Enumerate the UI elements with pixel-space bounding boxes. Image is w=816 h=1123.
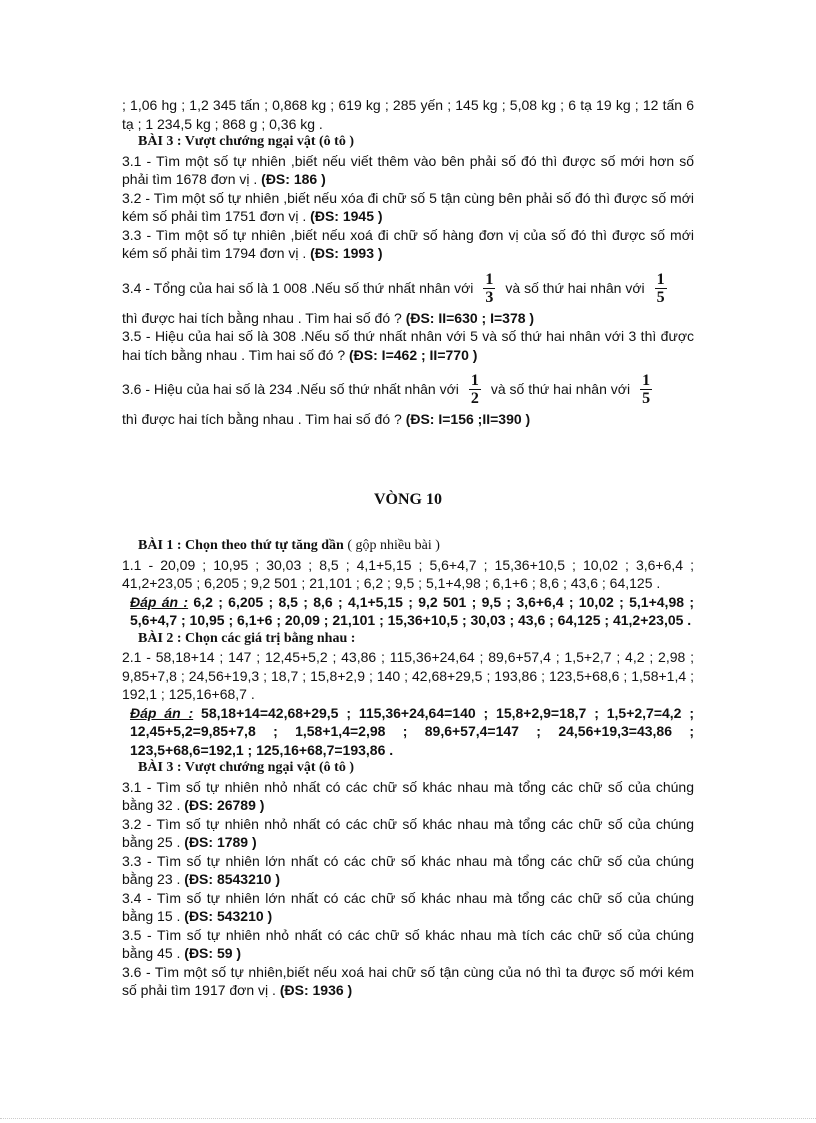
answer: (ĐS: II=630 ; I=378 )	[405, 309, 535, 326]
answer: (ĐS: 543210 )	[184, 908, 273, 924]
fraction-denominator: 5	[642, 390, 651, 407]
section-heading-bai3: BÀI 3 : Vượt chướng ngại vật (ô tô )	[138, 134, 354, 149]
fraction-numerator: 1	[656, 270, 665, 288]
weights-line-2: kg ; 12 tấn 6 tạ ; 1 234,5 kg ; 868 g ; 0,36 kg .	[122, 97, 695, 132]
fraction-one-fifth	[655, 271, 667, 306]
problem-3-6-line	[122, 372, 694, 407]
problem-3-5	[122, 327, 694, 364]
problem-text: 3.1 - Tìm một số tự nhiên ,biết nếu viết thêm vào bên phải số đó thì được số mới hơn số phải tìm 1678 đơn vị .	[122, 152, 694, 187]
answer: (ĐS: I=156 ;II=390 )	[405, 411, 531, 427]
section-heading-bai2: BÀI 2 : Chọn các giá trị bằng nhau :	[138, 630, 356, 646]
problem-b-3-6	[122, 963, 694, 1000]
answer-label: Đáp án :	[130, 593, 189, 610]
round-title: VÒNG 10	[374, 490, 442, 508]
page-bottom-edge	[0, 1118, 816, 1119]
problem-b-3-2	[122, 815, 694, 852]
heading-note: ( gộp nhiều bài )	[343, 538, 440, 553]
problem-text: 3.5 - Tìm số tự nhiên nhỏ nhất có các chữ số khác nhau mà tích các chữ số của chúng bằng 45 .	[122, 926, 694, 961]
problem-1-1: 1.1 - 20,09 ; 10,95 ; 30,03 ; 8,5 ; 4,1+5,15 ; 5,6+4,7 ; 15,36+10,5 ; 10,02 ; 3,6+6,4 ; 41,2+23,05 ; 6,205 ; 9,2 501 ; 21,101 ; 6,2 ; 9,5 ; 5,1+4,98 ; 6,1+6 ; 8,6 ; 43,6 ; 64,125 .	[122, 556, 694, 591]
fraction-numerator: 1	[642, 372, 651, 389]
problem-text: 3.4 - Tìm số tự nhiên lớn nhất có các chữ số khác nhau mà tổng các chữ số của chúng bằng 15 .	[122, 889, 694, 924]
answer: (ĐS: 1993 )	[310, 245, 383, 261]
answer: (ĐS: 26789 )	[184, 797, 265, 813]
fraction-one-fifth	[640, 372, 652, 407]
fraction-denominator: 5	[656, 288, 665, 306]
answer: (ĐS: 1945 )	[310, 208, 383, 224]
weights-line-1: ; 1,06 hg ; 1,2 345 tấn ; 0,868 kg ; 619 kg ; 285 yến ; 145 kg ; 5,08 kg ; 6 tạ 19	[122, 97, 612, 113]
problem-text: 3.6 - Hiệu của hai số là 234 .Nếu số thứ nhất nhân với	[122, 381, 459, 398]
problem-text: thì được hai tích bằng nhau . Tìm hai số đó ?	[122, 309, 402, 326]
answer: (ĐS: 8543210 )	[184, 871, 280, 887]
heading-bold: BÀI 1 : Chọn theo thứ tự tăng dần	[138, 538, 344, 553]
answer-text: 58,18+14=42,68+29,5 ; 115,36+24,64=140 ; 15,8+2,9=18,7 ; 1,5+2,7=4,2 ; 12,45+5,2=9,85+7,8 ; 1,58+1,4=2,98 ; 89,6+57,4=147 ; 24,56+19,3=43,86 ; 123,5+68,6=192,1 ; 125,16+68,7=193,86 .	[130, 704, 694, 758]
answer-label: Đáp án :	[130, 704, 194, 721]
answer: (ĐS: I=462 ; II=770 )	[349, 346, 478, 363]
section-heading-bai3-b: BÀI 3 : Vượt chướng ngại vật (ô tô )	[138, 760, 354, 775]
answer: (ĐS: 186 )	[261, 171, 326, 187]
problem-text: 3.2 - Tìm một số tự nhiên ,biết nếu xóa đi chữ số 5 tận cùng bên phải số đó thì được số mới kém số phải tìm 1751 đơn vị .	[122, 189, 694, 224]
fraction-denominator: 2	[470, 390, 479, 407]
weights-list	[122, 96, 694, 133]
problem-3-3	[122, 226, 694, 263]
section-heading-bai1	[122, 535, 694, 556]
problem-b-3-5	[122, 926, 694, 963]
answer: (ĐS: 1936 )	[279, 982, 353, 998]
answer-2-1	[122, 704, 694, 760]
fraction-one-third	[483, 271, 495, 306]
fraction-numerator: 1	[470, 372, 479, 389]
problem-3-6-cont	[122, 410, 694, 429]
problem-text: 3.1 - Tìm số tự nhiên nhỏ nhất có các chữ số khác nhau mà tổng các chữ số của chúng bằng 32 .	[122, 778, 694, 813]
fraction-numerator: 1	[485, 270, 494, 288]
problem-text: 3.4 - Tổng của hai số là 1 008 .Nếu số thứ nhất nhân với	[122, 279, 474, 296]
problem-text: 3.3 - Tìm số tự nhiên lớn nhất có các chữ số khác nhau mà tổng các chữ số của chúng bằng 23 .	[122, 852, 694, 887]
problem-3-4-line	[122, 271, 694, 306]
answer: (ĐS: 59 )	[184, 945, 242, 961]
problem-b-3-4	[122, 889, 694, 926]
fraction-denominator: 3	[485, 288, 494, 306]
problem-b-3-1	[122, 778, 694, 815]
problem-3-2	[122, 189, 694, 226]
answer: (ĐS: 1789 )	[184, 834, 257, 850]
fraction-one-half	[469, 372, 481, 407]
problem-text: và số thứ hai nhân với	[505, 279, 645, 296]
problem-text: 3.5 - Hiệu của hai số là 308 .Nếu số thứ nhất nhân với 5 và số thứ hai nhân với 3 thì được hai tích bằng nhau . Tìm hai số đó ?	[122, 328, 694, 363]
problem-text: 3.2 - Tìm số tự nhiên nhỏ nhất có các chữ số khác nhau mà tổng các chữ số của chúng bằng 25 .	[122, 815, 694, 850]
problem-text: 3.3 - Tìm một số tự nhiên ,biết nếu xoá đi chữ số hàng đơn vị của số đó thì được số mới kém số phải tìm 1794 đơn vị .	[122, 226, 694, 261]
problem-b-3-3	[122, 852, 694, 889]
document-body	[122, 96, 694, 1000]
problem-3-4-cont	[122, 309, 694, 328]
answer-text: 6,2 ; 6,205 ; 8,5 ; 8,6 ; 4,1+5,15 ; 9,2 501 ; 9,5 ; 3,6+6,4 ; 10,02 ; 5,1+4,98 ; 5,6+4,7 ; 10,95 ; 6,1+6 ; 20,09 ; 21,101 ; 15,36+10,5 ; 30,03 ; 43,6 ; 64,125 ; 41,2+23,05 .	[130, 593, 694, 628]
problem-text: thì được hai tích bằng nhau . Tìm hai số đó ?	[122, 411, 402, 427]
problem-text: 3.6 - Tìm một số tự nhiên,biết nếu xoá hai chữ số tận cùng của nó thì ta được số mới kém số phải tìm 1917 đơn vị .	[122, 963, 694, 998]
problem-2-1: 2.1 - 58,18+14 ; 147 ; 12,45+5,2 ; 43,86 ; 115,36+24,64 ; 89,6+57,4 ; 1,5+2,7 ; 4,2 ; 2,98 ; 9,85+7,8 ; 24,56+19,3 ; 18,7 ; 15,8+2,9 ; 140 ; 42,68+29,5 ; 193,86 ; 123,5+68,6 ; 1,58+1,4 ; 192,1 ; 125,16+68,7 .	[122, 649, 694, 702]
problem-text: và số thứ hai nhân với	[490, 381, 631, 398]
answer-1-1	[122, 593, 694, 630]
problem-3-1	[122, 152, 694, 189]
